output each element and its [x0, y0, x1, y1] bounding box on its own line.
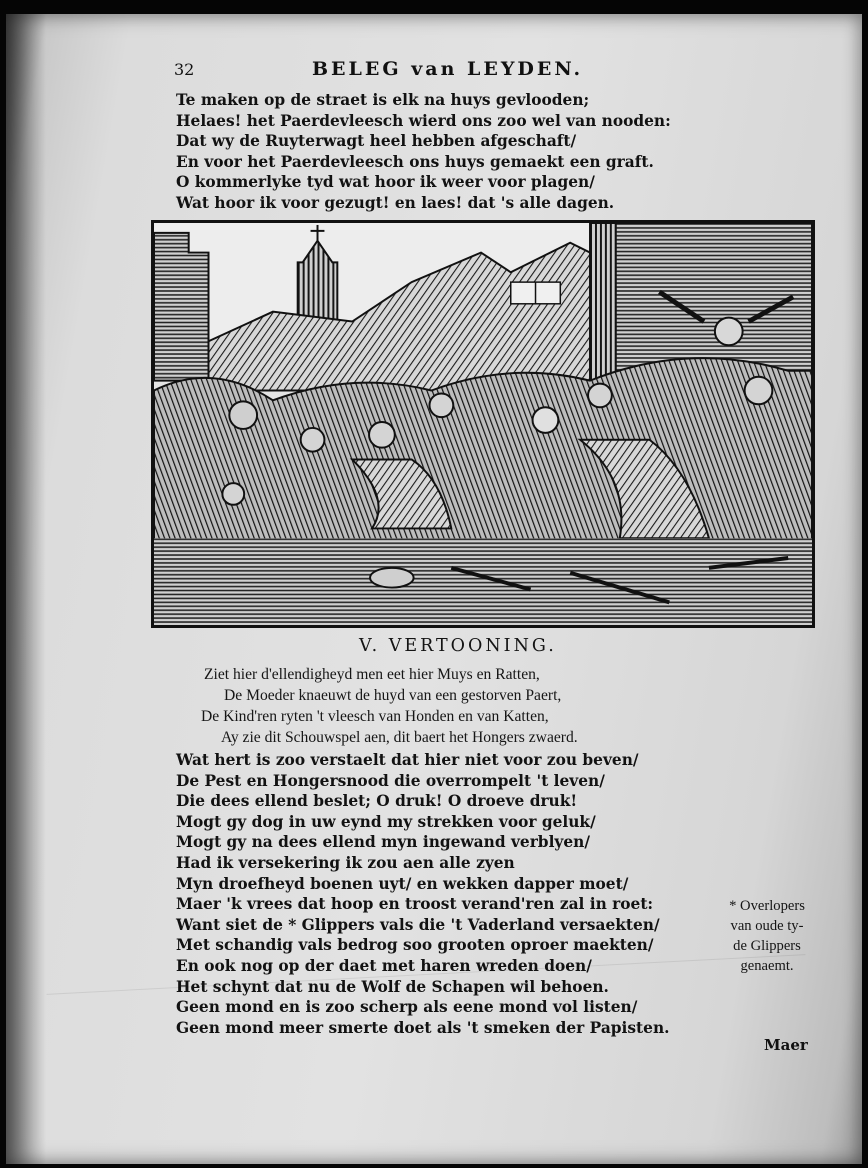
verse-line: Had ik versekering ik zou aen alle zyen — [176, 853, 515, 872]
verse-line: Wat hoor ik voor gezugt! en laes! dat 's alle dagen. — [176, 193, 615, 212]
roman-verse-line: De Kind'ren ryten 't vleesch van Honden en van Katten, — [201, 708, 549, 725]
roman-verse-line: De Moeder knaeuwt de huyd van een gestorven Paert, — [224, 687, 562, 704]
catchword: Maer — [764, 1036, 808, 1054]
margin-note — [706, 896, 828, 976]
verse-line: Die dees ellend beslet; O druk! O droeve druk! — [176, 792, 578, 811]
verse-line: Geen mond meer smerte doet als 't smeken der Papisten. — [176, 1018, 670, 1037]
verse-line: Wat hert is zoo verstaelt dat hier niet voor zou beven/ — [176, 751, 639, 769]
verse-line: Myn droefheyd boenen uyt/ en wekken dapper moet/ — [176, 874, 629, 893]
page-header — [174, 58, 694, 86]
verse-bottom — [176, 750, 670, 1038]
verse-line: O kommerlyke tyd wat hoor ik weer voor plagen/ — [176, 173, 595, 192]
verse-line: Want siet de * Glippers vals die 't Vaderland versaekten/ — [176, 915, 660, 934]
roman-verse-line: Ziet hier d'ellendigheyd men eet hier Muys en Ratten, — [204, 666, 540, 683]
verse-line: Met schandig vals bedrog soo grooten oproer maekten/ — [176, 936, 654, 955]
book-page — [6, 14, 862, 1164]
woodcut-image — [154, 223, 812, 625]
verse-line: Mogt gy dog in uw eynd my strekken voor geluk/ — [176, 812, 596, 831]
verse-line: En ook nog op der daet met haren wreden doen/ — [176, 956, 592, 975]
running-title: BELEG van LEYDEN. — [312, 58, 584, 80]
spine-shadow — [6, 14, 46, 1164]
verse-line: De Pest en Hongersnood die overrompelt 't leven/ — [176, 771, 605, 790]
page-number: 32 — [174, 60, 195, 79]
margin-note-line: * Overlopers — [729, 898, 805, 914]
section-title: V. VERTOONING. — [359, 636, 557, 656]
verse-line: Te maken op de straet is elk na huys gevlooden; — [176, 91, 590, 109]
margin-note-line: de Glippers — [733, 938, 801, 954]
margin-note-line: van oude ty- — [730, 918, 804, 934]
roman-verse-line: Ay zie dit Schouwspel aen, dit baert het Hongers zwaerd. — [221, 729, 578, 746]
verse-line: Maer 'k vrees dat hoop en troost verand'ren zal in roet: — [176, 895, 654, 914]
verse-line: Helaes! het Paerdevleesch wierd ons zoo wel van nooden: — [176, 111, 671, 130]
verse-line: En voor het Paerdevleesch ons huys gemaekt een graft. — [176, 152, 654, 171]
woodcut-illustration — [151, 220, 815, 628]
verse-line: Dat wy de Ruyterwagt heel hebben afgeschaft/ — [176, 132, 577, 151]
verse-line: Geen mond en is zoo scherp als eene mond vol listen/ — [176, 998, 638, 1017]
margin-note-line: genaemt. — [740, 958, 794, 974]
verse-top — [176, 90, 671, 214]
verse-line: Mogt gy na dees ellend myn ingewand verblyen/ — [176, 833, 590, 852]
show-through-text — [794, 84, 854, 234]
verse-line: Het schynt dat nu de Wolf de Schapen wil behoen. — [176, 977, 609, 996]
